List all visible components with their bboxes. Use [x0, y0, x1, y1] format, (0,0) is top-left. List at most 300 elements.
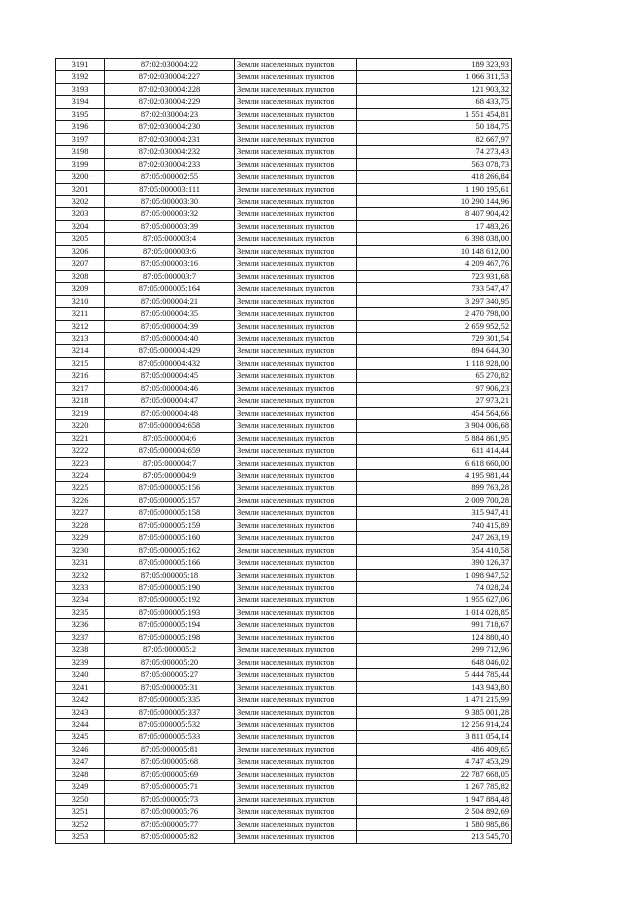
- row-number-cell: 3252: [56, 818, 105, 830]
- land-category-cell: Земли населенных пунктов: [235, 644, 357, 656]
- cadastral-value-cell: 1 014 028,85: [357, 606, 512, 618]
- cadastral-value-cell: 68 433,75: [357, 96, 512, 108]
- table-row: [56, 357, 512, 369]
- cadastral-number-cell: 87:05:000005:162: [105, 544, 235, 556]
- land-category-cell: Земли населенных пунктов: [235, 245, 357, 257]
- table-row: [56, 544, 512, 556]
- land-category-cell: Земли населенных пунктов: [235, 146, 357, 158]
- land-category-cell: Земли населенных пунктов: [235, 681, 357, 693]
- table-row: [56, 582, 512, 594]
- land-category-cell: Земли населенных пунктов: [235, 507, 357, 519]
- cadastral-value-cell: 1 551 454,81: [357, 108, 512, 120]
- table-row: [56, 719, 512, 731]
- row-number-cell: 3248: [56, 768, 105, 780]
- cadastral-number-cell: 87:05:000004:432: [105, 357, 235, 369]
- table-row: [56, 569, 512, 581]
- cadastral-value-cell: 5 884 861,95: [357, 432, 512, 444]
- table-row: [56, 195, 512, 207]
- table-row: [56, 706, 512, 718]
- cadastral-value-cell: 894 644,30: [357, 345, 512, 357]
- row-number-cell: 3208: [56, 270, 105, 282]
- row-number-cell: 3234: [56, 594, 105, 606]
- land-category-cell: Земли населенных пунктов: [235, 171, 357, 183]
- land-category-cell: Земли населенных пунктов: [235, 395, 357, 407]
- cadastral-value-cell: 3 297 340,95: [357, 295, 512, 307]
- table-row: [56, 532, 512, 544]
- cadastral-number-cell: 87:05:000004:6: [105, 432, 235, 444]
- cadastral-value-cell: 315 947,41: [357, 507, 512, 519]
- land-category-cell: Земли населенных пунктов: [235, 482, 357, 494]
- cadastral-value-cell: 1 190 195,61: [357, 183, 512, 195]
- land-category-cell: Земли населенных пунктов: [235, 519, 357, 531]
- row-number-cell: 3233: [56, 582, 105, 594]
- table-row: [56, 756, 512, 768]
- cadastral-number-cell: 87:05:000005:76: [105, 806, 235, 818]
- cadastral-value-cell: 4 209 467,76: [357, 258, 512, 270]
- land-category-cell: Земли населенных пунктов: [235, 831, 357, 843]
- cadastral-number-cell: 87:05:000003:39: [105, 220, 235, 232]
- table-row: [56, 320, 512, 332]
- land-category-cell: Земли населенных пунктов: [235, 469, 357, 481]
- row-number-cell: 3253: [56, 831, 105, 843]
- cadastral-value-cell: 9 385 001,28: [357, 706, 512, 718]
- table-row: [56, 731, 512, 743]
- cadastral-value-cell: 1 947 884,48: [357, 793, 512, 805]
- table-row: [56, 171, 512, 183]
- land-category-cell: Земли населенных пунктов: [235, 781, 357, 793]
- row-number-cell: 3249: [56, 781, 105, 793]
- table-row: [56, 432, 512, 444]
- table-row: [56, 494, 512, 506]
- table-row: [56, 108, 512, 120]
- land-category-cell: Земли населенных пунктов: [235, 83, 357, 95]
- cadastral-number-cell: 87:05:000005:157: [105, 494, 235, 506]
- cadastral-number-cell: 87:05:000004:40: [105, 332, 235, 344]
- table-row: [56, 457, 512, 469]
- cadastral-value-cell: 648 046,02: [357, 656, 512, 668]
- cadastral-value-cell: 2 659 952,52: [357, 320, 512, 332]
- cadastral-number-cell: 87:05:000004:46: [105, 382, 235, 394]
- cadastral-number-cell: 87:05:000005:27: [105, 669, 235, 681]
- land-category-cell: Земли населенных пунктов: [235, 494, 357, 506]
- land-category-cell: Земли населенных пунктов: [235, 432, 357, 444]
- cadastral-value-cell: 97 906,23: [357, 382, 512, 394]
- table-row: [56, 208, 512, 220]
- cadastral-number-cell: 87:05:000005:166: [105, 557, 235, 569]
- cadastral-number-cell: 87:05:000004:47: [105, 395, 235, 407]
- row-number-cell: 3216: [56, 370, 105, 382]
- land-category-cell: Земли населенных пунктов: [235, 619, 357, 631]
- land-category-cell: Земли населенных пунктов: [235, 121, 357, 133]
- row-number-cell: 3239: [56, 656, 105, 668]
- cadastral-value-cell: 6 398 038,00: [357, 233, 512, 245]
- cadastral-value-cell: 1 066 311,53: [357, 71, 512, 83]
- cadastral-number-cell: 87:05:000004:9: [105, 469, 235, 481]
- table-row: [56, 308, 512, 320]
- cadastral-value-cell: 2 470 798,00: [357, 308, 512, 320]
- cadastral-value-cell: 17 483,26: [357, 220, 512, 232]
- land-category-cell: Земли населенных пунктов: [235, 731, 357, 743]
- table-row: [56, 831, 512, 843]
- cadastral-number-cell: 87:05:000005:198: [105, 631, 235, 643]
- cadastral-value-cell: 74 273,43: [357, 146, 512, 158]
- land-category-cell: Земли населенных пунктов: [235, 220, 357, 232]
- row-number-cell: 3219: [56, 407, 105, 419]
- row-number-cell: 3240: [56, 669, 105, 681]
- cadastral-number-cell: 87:05:000004:429: [105, 345, 235, 357]
- cadastral-number-cell: 87:05:000004:21: [105, 295, 235, 307]
- cadastral-value-cell: 8 407 904,42: [357, 208, 512, 220]
- table-row: [56, 395, 512, 407]
- cadastral-number-cell: 87:05:000003:16: [105, 258, 235, 270]
- cadastral-value-cell: 1 267 785,82: [357, 781, 512, 793]
- cadastral-value-cell: 991 718,67: [357, 619, 512, 631]
- table-row: [56, 382, 512, 394]
- table-row: [56, 183, 512, 195]
- table-row: [56, 146, 512, 158]
- row-number-cell: 3226: [56, 494, 105, 506]
- cadastral-number-cell: 87:05:000004:45: [105, 370, 235, 382]
- land-category-cell: Земли населенных пунктов: [235, 357, 357, 369]
- cadastral-value-cell: 27 973,21: [357, 395, 512, 407]
- land-category-cell: Земли населенных пунктов: [235, 557, 357, 569]
- cadastral-value-cell: 5 444 785,44: [357, 669, 512, 681]
- table-row: [56, 507, 512, 519]
- row-number-cell: 3242: [56, 694, 105, 706]
- table-row: [56, 407, 512, 419]
- land-category-cell: Земли населенных пунктов: [235, 407, 357, 419]
- row-number-cell: 3222: [56, 445, 105, 457]
- cadastral-number-cell: 87:05:000005:18: [105, 569, 235, 581]
- cadastral-value-cell: 418 266,84: [357, 171, 512, 183]
- cadastral-number-cell: 87:05:000005:158: [105, 507, 235, 519]
- row-number-cell: 3237: [56, 631, 105, 643]
- cadastral-number-cell: 87:02:030004:22: [105, 59, 235, 71]
- table-row: [56, 83, 512, 95]
- cadastral-number-cell: 87:05:000003:32: [105, 208, 235, 220]
- land-category-cell: Земли населенных пунктов: [235, 308, 357, 320]
- row-number-cell: 3193: [56, 83, 105, 95]
- table-row: [56, 806, 512, 818]
- cadastral-number-cell: 87:05:000004:39: [105, 320, 235, 332]
- table-row: [56, 121, 512, 133]
- table-row: [56, 594, 512, 606]
- table-row: [56, 669, 512, 681]
- row-number-cell: 3194: [56, 96, 105, 108]
- cadastral-value-cell: 12 256 914,24: [357, 719, 512, 731]
- land-category-cell: Земли населенных пунктов: [235, 133, 357, 145]
- land-category-cell: Земли населенных пунктов: [235, 544, 357, 556]
- cadastral-number-cell: 87:05:000005:193: [105, 606, 235, 618]
- table-row: [56, 245, 512, 257]
- row-number-cell: 3238: [56, 644, 105, 656]
- land-category-cell: Земли населенных пунктов: [235, 743, 357, 755]
- row-number-cell: 3236: [56, 619, 105, 631]
- cadastral-value-table: [55, 58, 512, 844]
- row-number-cell: 3205: [56, 233, 105, 245]
- land-category-cell: Земли населенных пунктов: [235, 345, 357, 357]
- row-number-cell: 3245: [56, 731, 105, 743]
- row-number-cell: 3231: [56, 557, 105, 569]
- table-row: [56, 656, 512, 668]
- cadastral-number-cell: 87:05:000005:192: [105, 594, 235, 606]
- cadastral-value-cell: 454 564,66: [357, 407, 512, 419]
- land-category-cell: Земли населенных пунктов: [235, 719, 357, 731]
- cadastral-value-cell: 247 263,19: [357, 532, 512, 544]
- land-category-cell: Земли населенных пунктов: [235, 806, 357, 818]
- row-number-cell: 3221: [56, 432, 105, 444]
- land-category-cell: Земли населенных пунктов: [235, 756, 357, 768]
- cadastral-number-cell: 87:05:000005:20: [105, 656, 235, 668]
- row-number-cell: 3235: [56, 606, 105, 618]
- table-row: [56, 781, 512, 793]
- land-category-cell: Земли населенных пунктов: [235, 208, 357, 220]
- cadastral-number-cell: 87:05:000004:659: [105, 445, 235, 457]
- table-row: [56, 793, 512, 805]
- cadastral-number-cell: 87:05:000003:30: [105, 195, 235, 207]
- cadastral-value-cell: 299 712,96: [357, 644, 512, 656]
- cadastral-number-cell: 87:02:030004:233: [105, 158, 235, 170]
- land-category-cell: Земли населенных пунктов: [235, 283, 357, 295]
- row-number-cell: 3228: [56, 519, 105, 531]
- cadastral-number-cell: 87:05:000003:7: [105, 270, 235, 282]
- table-row: [56, 631, 512, 643]
- cadastral-value-cell: 6 618 660,00: [357, 457, 512, 469]
- table-body: [56, 59, 512, 844]
- land-category-cell: Земли населенных пунктов: [235, 420, 357, 432]
- row-number-cell: 3196: [56, 121, 105, 133]
- table-row: [56, 295, 512, 307]
- row-number-cell: 3213: [56, 332, 105, 344]
- land-category-cell: Земли населенных пунктов: [235, 606, 357, 618]
- land-category-cell: Земли населенных пунктов: [235, 631, 357, 643]
- row-number-cell: 3195: [56, 108, 105, 120]
- cadastral-number-cell: 87:05:000005:335: [105, 694, 235, 706]
- land-category-cell: Земли населенных пунктов: [235, 71, 357, 83]
- row-number-cell: 3250: [56, 793, 105, 805]
- table-row: [56, 258, 512, 270]
- cadastral-value-cell: 563 078,73: [357, 158, 512, 170]
- row-number-cell: 3197: [56, 133, 105, 145]
- land-category-cell: Земли населенных пунктов: [235, 108, 357, 120]
- table-row: [56, 71, 512, 83]
- cadastral-value-cell: 4 195 981,44: [357, 469, 512, 481]
- table-row: [56, 469, 512, 481]
- cadastral-value-cell: 1 580 985,86: [357, 818, 512, 830]
- land-category-cell: Земли населенных пунктов: [235, 382, 357, 394]
- cadastral-number-cell: 87:05:000005:82: [105, 831, 235, 843]
- cadastral-value-cell: 2 504 892,69: [357, 806, 512, 818]
- cadastral-number-cell: 87:05:000003:4: [105, 233, 235, 245]
- row-number-cell: 3225: [56, 482, 105, 494]
- cadastral-number-cell: 87:05:000003:111: [105, 183, 235, 195]
- land-category-cell: Земли населенных пунктов: [235, 768, 357, 780]
- land-category-cell: Земли населенных пунктов: [235, 370, 357, 382]
- land-category-cell: Земли населенных пунктов: [235, 332, 357, 344]
- cadastral-value-cell: 1 098 947,52: [357, 569, 512, 581]
- table-row: [56, 619, 512, 631]
- row-number-cell: 3211: [56, 308, 105, 320]
- cadastral-number-cell: 87:05:000002:55: [105, 171, 235, 183]
- cadastral-value-cell: 611 414,44: [357, 445, 512, 457]
- cadastral-number-cell: 87:05:000003:6: [105, 245, 235, 257]
- land-category-cell: Земли населенных пунктов: [235, 532, 357, 544]
- land-category-cell: Земли населенных пунктов: [235, 320, 357, 332]
- table-row: [56, 220, 512, 232]
- row-number-cell: 3212: [56, 320, 105, 332]
- cadastral-value-cell: 10 148 612,00: [357, 245, 512, 257]
- table-row: [56, 332, 512, 344]
- row-number-cell: 3223: [56, 457, 105, 469]
- land-category-cell: Земли населенных пунктов: [235, 96, 357, 108]
- table-row: [56, 158, 512, 170]
- land-category-cell: Земли населенных пунктов: [235, 445, 357, 457]
- table-row: [56, 445, 512, 457]
- row-number-cell: 3214: [56, 345, 105, 357]
- cadastral-value-cell: 1 118 928,00: [357, 357, 512, 369]
- table-row: [56, 270, 512, 282]
- row-number-cell: 3215: [56, 357, 105, 369]
- table-row: [56, 768, 512, 780]
- table-row: [56, 519, 512, 531]
- cadastral-number-cell: 87:05:000004:48: [105, 407, 235, 419]
- cadastral-value-cell: 1 955 627,06: [357, 594, 512, 606]
- row-number-cell: 3202: [56, 195, 105, 207]
- row-number-cell: 3209: [56, 283, 105, 295]
- table-row: [56, 644, 512, 656]
- row-number-cell: 3230: [56, 544, 105, 556]
- row-number-cell: 3227: [56, 507, 105, 519]
- cadastral-value-cell: 50 184,75: [357, 121, 512, 133]
- row-number-cell: 3200: [56, 171, 105, 183]
- cadastral-value-cell: 899 763,28: [357, 482, 512, 494]
- cadastral-number-cell: 87:05:000005:31: [105, 681, 235, 693]
- cadastral-number-cell: 87:05:000005:194: [105, 619, 235, 631]
- land-category-cell: Земли населенных пунктов: [235, 457, 357, 469]
- land-category-cell: Земли населенных пунктов: [235, 258, 357, 270]
- table-row: [56, 283, 512, 295]
- land-category-cell: Земли населенных пунктов: [235, 818, 357, 830]
- cadastral-number-cell: 87:05:000005:71: [105, 781, 235, 793]
- row-number-cell: 3229: [56, 532, 105, 544]
- cadastral-number-cell: 87:05:000005:532: [105, 719, 235, 731]
- cadastral-number-cell: 87:05:000005:533: [105, 731, 235, 743]
- cadastral-number-cell: 87:05:000005:164: [105, 283, 235, 295]
- land-category-cell: Земли населенных пунктов: [235, 582, 357, 594]
- cadastral-value-cell: 74 028,24: [357, 582, 512, 594]
- cadastral-number-cell: 87:05:000005:159: [105, 519, 235, 531]
- land-category-cell: Земли населенных пунктов: [235, 195, 357, 207]
- land-category-cell: Земли населенных пунктов: [235, 59, 357, 71]
- land-category-cell: Земли населенных пунктов: [235, 183, 357, 195]
- cadastral-number-cell: 87:05:000004:658: [105, 420, 235, 432]
- cadastral-value-cell: 65 270,82: [357, 370, 512, 382]
- row-number-cell: 3220: [56, 420, 105, 432]
- cadastral-value-cell: 486 409,65: [357, 743, 512, 755]
- table-row: [56, 370, 512, 382]
- row-number-cell: 3232: [56, 569, 105, 581]
- land-category-cell: Земли населенных пунктов: [235, 569, 357, 581]
- cadastral-number-cell: 87:02:030004:232: [105, 146, 235, 158]
- land-category-cell: Земли населенных пунктов: [235, 158, 357, 170]
- cadastral-number-cell: 87:02:030004:231: [105, 133, 235, 145]
- row-number-cell: 3210: [56, 295, 105, 307]
- cadastral-value-cell: 124 880,40: [357, 631, 512, 643]
- cadastral-value-cell: 1 471 215,99: [357, 694, 512, 706]
- row-number-cell: 3192: [56, 71, 105, 83]
- row-number-cell: 3224: [56, 469, 105, 481]
- cadastral-value-cell: 22 787 668,05: [357, 768, 512, 780]
- land-category-cell: Земли населенных пунктов: [235, 594, 357, 606]
- land-category-cell: Земли населенных пунктов: [235, 233, 357, 245]
- land-category-cell: Земли населенных пунктов: [235, 793, 357, 805]
- cadastral-number-cell: 87:05:000005:2: [105, 644, 235, 656]
- table-row: [56, 133, 512, 145]
- row-number-cell: 3241: [56, 681, 105, 693]
- cadastral-number-cell: 87:05:000005:68: [105, 756, 235, 768]
- table-row: [56, 420, 512, 432]
- cadastral-number-cell: 87:02:030004:227: [105, 71, 235, 83]
- table-row: [56, 681, 512, 693]
- cadastral-value-cell: 189 323,93: [357, 59, 512, 71]
- row-number-cell: 3246: [56, 743, 105, 755]
- cadastral-value-cell: 3 904 006,68: [357, 420, 512, 432]
- row-number-cell: 3217: [56, 382, 105, 394]
- land-category-cell: Земли населенных пунктов: [235, 706, 357, 718]
- cadastral-value-cell: 213 545,70: [357, 831, 512, 843]
- cadastral-value-cell: 3 811 054,14: [357, 731, 512, 743]
- cadastral-number-cell: 87:05:000005:69: [105, 768, 235, 780]
- table-row: [56, 96, 512, 108]
- cadastral-number-cell: 87:05:000005:160: [105, 532, 235, 544]
- cadastral-number-cell: 87:05:000005:77: [105, 818, 235, 830]
- row-number-cell: 3203: [56, 208, 105, 220]
- row-number-cell: 3206: [56, 245, 105, 257]
- cadastral-value-cell: 4 747 453,29: [357, 756, 512, 768]
- table-row: [56, 606, 512, 618]
- cadastral-number-cell: 87:05:000005:156: [105, 482, 235, 494]
- cadastral-number-cell: 87:05:000005:81: [105, 743, 235, 755]
- row-number-cell: 3198: [56, 146, 105, 158]
- table-row: [56, 818, 512, 830]
- cadastral-number-cell: 87:02:030004:23: [105, 108, 235, 120]
- cadastral-number-cell: 87:05:000005:190: [105, 582, 235, 594]
- cadastral-value-cell: 143 943,80: [357, 681, 512, 693]
- land-category-cell: Земли населенных пунктов: [235, 270, 357, 282]
- table-row: [56, 557, 512, 569]
- table-row: [56, 233, 512, 245]
- cadastral-number-cell: 87:05:000004:7: [105, 457, 235, 469]
- table-row: [56, 482, 512, 494]
- cadastral-value-cell: 729 301,54: [357, 332, 512, 344]
- cadastral-number-cell: 87:02:030004:230: [105, 121, 235, 133]
- cadastral-number-cell: 87:02:030004:228: [105, 83, 235, 95]
- cadastral-value-cell: 354 410,58: [357, 544, 512, 556]
- cadastral-value-cell: 121 903,32: [357, 83, 512, 95]
- land-category-cell: Земли населенных пунктов: [235, 295, 357, 307]
- cadastral-number-cell: 87:05:000005:337: [105, 706, 235, 718]
- cadastral-number-cell: 87:02:030004:229: [105, 96, 235, 108]
- cadastral-value-cell: 2 009 700,28: [357, 494, 512, 506]
- row-number-cell: 3199: [56, 158, 105, 170]
- row-number-cell: 3204: [56, 220, 105, 232]
- land-category-cell: Земли населенных пунктов: [235, 669, 357, 681]
- row-number-cell: 3243: [56, 706, 105, 718]
- cadastral-value-cell: 82 667,97: [357, 133, 512, 145]
- land-category-cell: Земли населенных пунктов: [235, 656, 357, 668]
- row-number-cell: 3191: [56, 59, 105, 71]
- land-category-cell: Земли населенных пунктов: [235, 694, 357, 706]
